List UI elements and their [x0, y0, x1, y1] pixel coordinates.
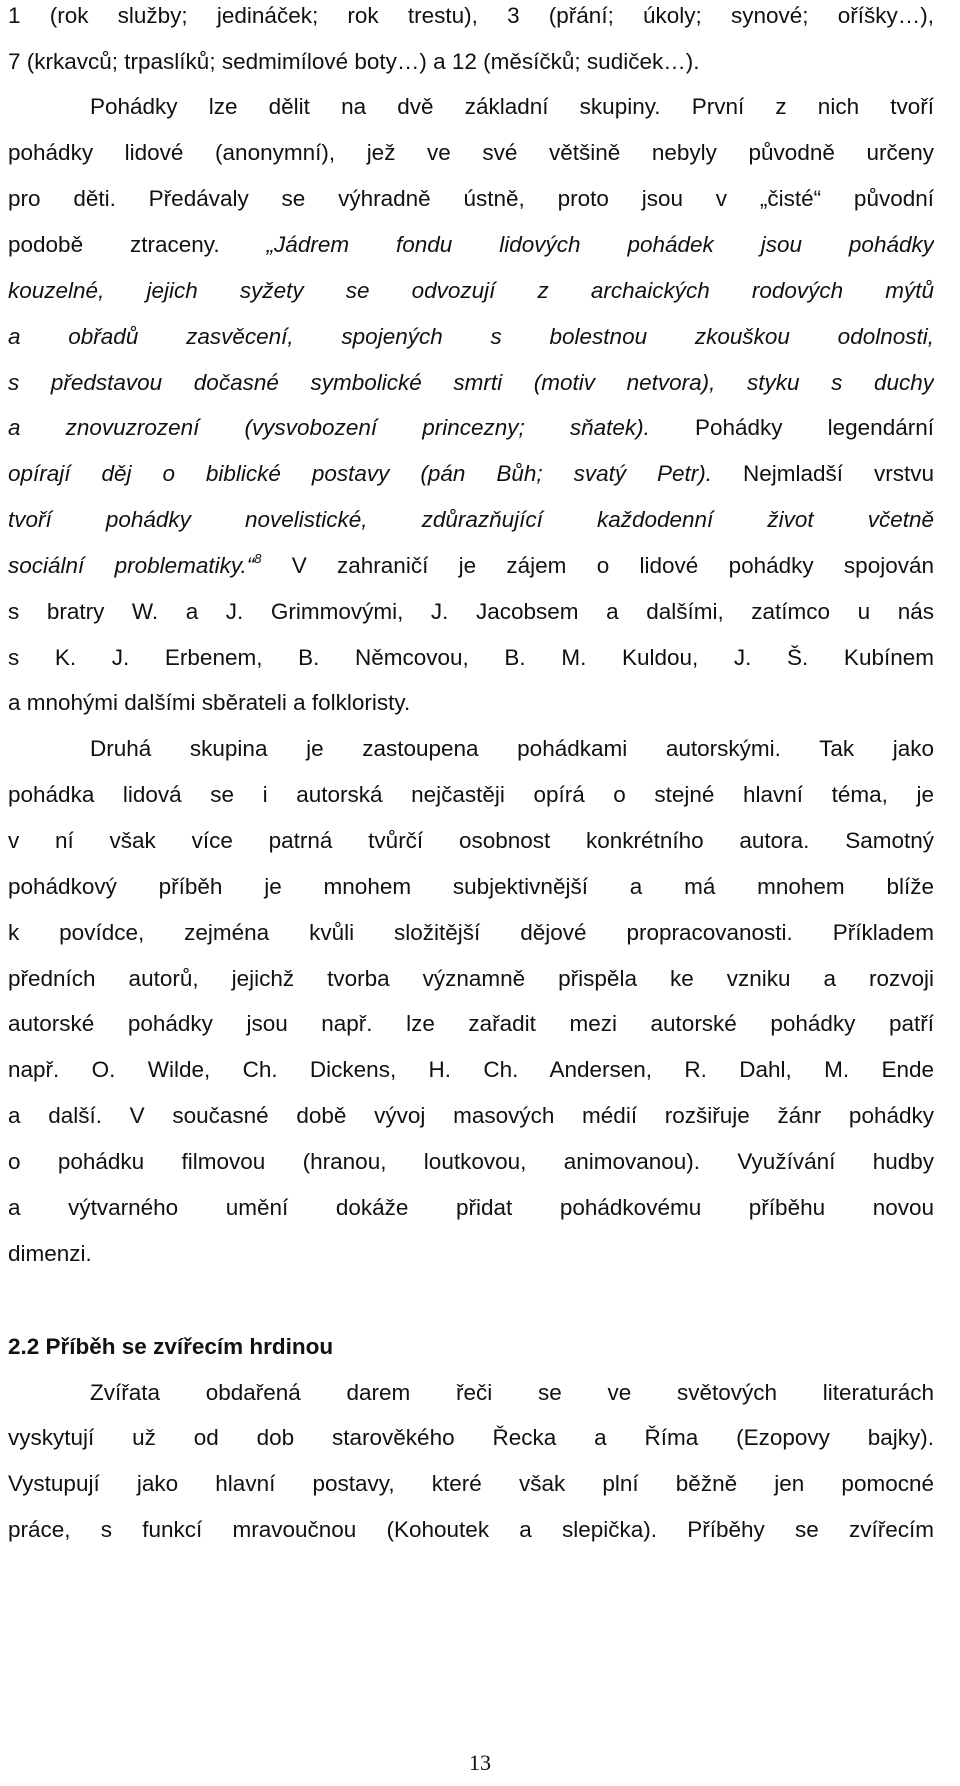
- text-line: a další. V současné době vývoj masových médií rozšiřuje žánr pohádky: [8, 1103, 934, 1128]
- text-line: Zvířata obdařená darem řeči se ve světových literaturách: [90, 1380, 934, 1405]
- text-line-italic: tvoří pohádky novelistické, zdůrazňující každodenní život včetně: [8, 507, 934, 532]
- text-line: s K. J. Erbenem, B. Němcovou, B. M. Kuldou, J. Š. Kubínem: [8, 645, 934, 670]
- text-line: [8, 460, 934, 488]
- text-line: pohádky lidové (anonymní), jež ve své většině nebyly původně určeny: [8, 140, 934, 165]
- text-line: předních autorů, jejichž tvorba významně přispěla ke vzniku a rozvoji: [8, 966, 934, 991]
- quote-run: a znovuzrození (vysvobození princezny; sňatek).: [8, 415, 650, 440]
- text-line: a mnohými dalšími sběrateli a folkloristy.: [8, 690, 411, 715]
- text-line-italic: s představou dočasné symbolické smrti (motiv netvora), styku s duchy: [8, 370, 934, 395]
- text-line: v ní však více patrná tvůrčí osobnost konkrétního autora. Samotný: [8, 828, 934, 853]
- text-line: 7 (krkavců; trpaslíků; sedmimílové boty…) a 12 (měsíčků; sudiček…).: [8, 49, 700, 74]
- text-line: vyskytují už od dob starověkého Řecka a Říma (Ezopovy bajky).: [8, 1425, 934, 1450]
- text-line: a výtvarného umění dokáže přidat pohádkovému příběhu novou: [8, 1195, 934, 1220]
- text-run: V zahraničí je zájem o lidové pohádky spojován: [291, 553, 934, 578]
- text-line: autorské pohádky jsou např. lze zařadit mezi autorské pohádky patří: [8, 1011, 934, 1036]
- text-line-italic: kouzelné, jejich syžety se odvozují z archaických rodových mýtů: [8, 278, 934, 303]
- footnote-ref: 8: [254, 552, 262, 566]
- text-line: o pohádku filmovou (hranou, loutkovou, animovanou). Využívání hudby: [8, 1149, 934, 1174]
- text-line: Druhá skupina je zastoupena pohádkami autorskými. Tak jako: [90, 736, 934, 761]
- text-line: např. O. Wilde, Ch. Dickens, H. Ch. Andersen, R. Dahl, M. Ende: [8, 1057, 934, 1082]
- text-line: práce, s funkcí mravoučnou (Kohoutek a slepička). Příběhy se zvířecím: [8, 1517, 934, 1542]
- section-heading: 2.2 Příběh se zvířecím hrdinou: [8, 1334, 334, 1359]
- quote-run: „Jádrem fondu lidových pohádek jsou pohádky: [266, 232, 934, 257]
- text-line: [8, 552, 934, 580]
- quote-run: sociální problematiky.“: [8, 553, 255, 578]
- text-run: podobě ztraceny.: [8, 232, 220, 257]
- text-line: [8, 231, 934, 259]
- text-line: Vystupují jako hlavní postavy, které však plní běžně jen pomocné: [8, 1471, 934, 1496]
- text-line: k povídce, zejména kvůli složitější dějové propracovanosti. Příkladem: [8, 920, 934, 945]
- page-number: 13: [469, 1750, 491, 1775]
- text-run: Nejmladší vrstvu: [743, 461, 934, 486]
- text-line: pro děti. Předávaly se výhradně ústně, proto jsou v „čisté“ původní: [8, 186, 934, 211]
- quote-run: opírají děj o biblické postavy (pán Bůh; svatý Petr).: [8, 461, 713, 486]
- text-line: Pohádky lze dělit na dvě základní skupiny. První z nich tvoří: [90, 94, 934, 119]
- text-line: s bratry W. a J. Grimmovými, J. Jacobsem a dalšími, zatímco u nás: [8, 599, 934, 624]
- text-run: Pohádky legendární: [694, 415, 934, 440]
- text-line: [8, 414, 934, 442]
- text-line-italic: a obřadů zasvěcení, spojených s bolestnou zkouškou odolnosti,: [8, 324, 934, 349]
- text-line: pohádka lidová se i autorská nejčastěji opírá o stejné hlavní téma, je: [8, 782, 934, 807]
- text-line: 1 (rok služby; jedináček; rok trestu), 3 (přání; úkoly; synové; oříšky…),: [8, 3, 934, 28]
- text-line: dimenzi.: [8, 1241, 92, 1266]
- text-line: pohádkový příběh je mnohem subjektivnější a má mnohem blíže: [8, 874, 934, 899]
